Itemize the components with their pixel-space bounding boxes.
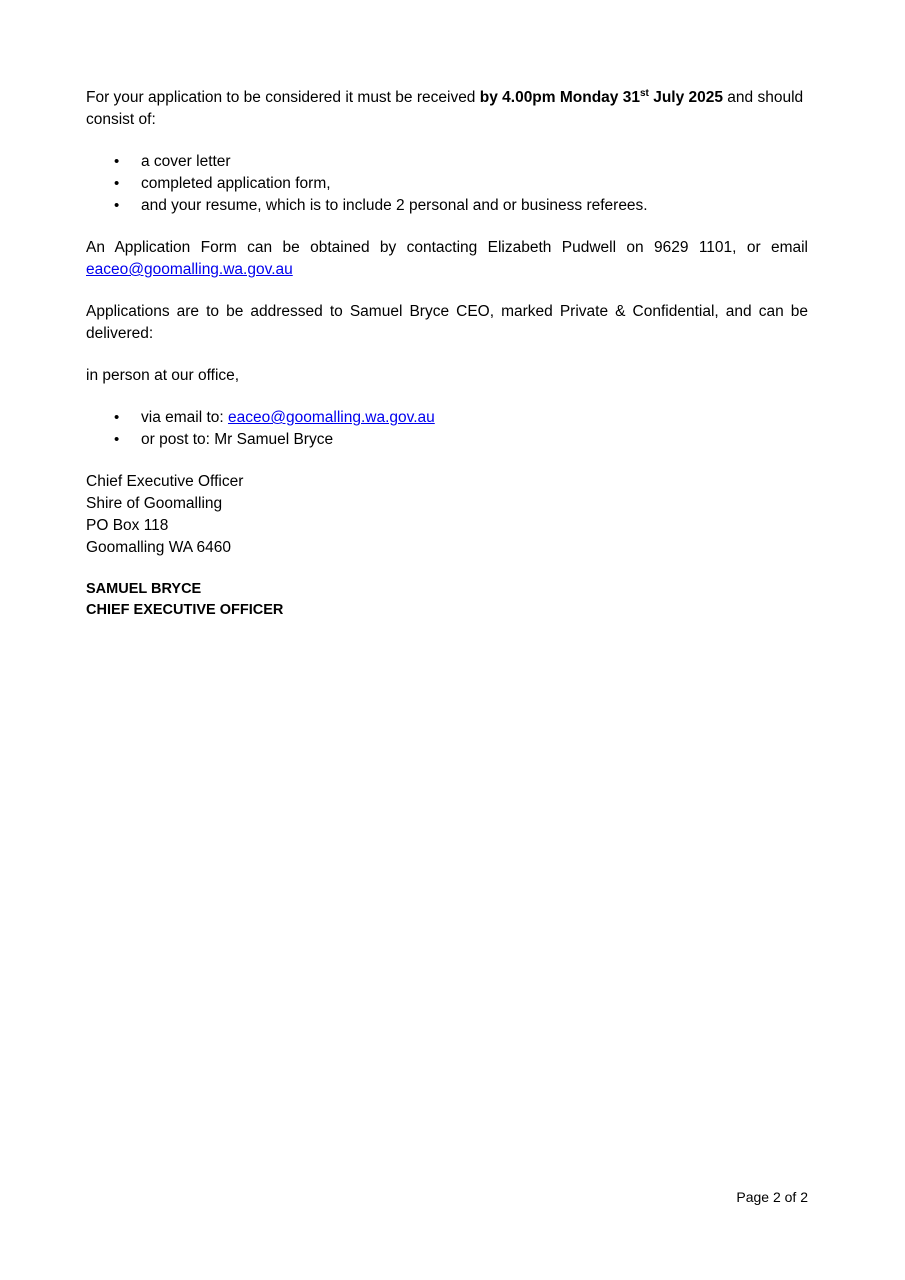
address-line: PO Box 118 xyxy=(86,517,169,534)
delivery-email-link[interactable]: eaceo@goomalling.wa.gov.au xyxy=(228,409,435,426)
list-item xyxy=(86,429,808,451)
address-line: Chief Executive Officer xyxy=(86,473,244,490)
postal-address xyxy=(86,471,808,559)
list-item xyxy=(86,407,808,429)
requirement-text: a cover letter xyxy=(141,153,231,170)
application-form-text: An Application Form can be obtained by contacting Elizabeth Pudwell on 9629 1101, or email xyxy=(86,239,808,256)
deadline xyxy=(480,89,723,106)
deadline-month: July 2025 xyxy=(648,89,723,106)
application-form-paragraph xyxy=(86,237,808,281)
delivery-list xyxy=(86,407,808,451)
intro-text: For your application to be considered it must be received xyxy=(86,89,480,106)
list-item xyxy=(86,173,808,195)
requirements-list xyxy=(86,151,808,217)
intro-text-end: and should consist of: xyxy=(86,89,804,128)
delivery-email-label: via email to: xyxy=(141,409,229,426)
deadline-date: by 4.00pm Monday 31 xyxy=(479,89,640,106)
in-person-text: in person at our office, xyxy=(86,367,240,384)
delivery-post-text: or post to: Mr Samuel Bryce xyxy=(141,431,334,448)
address-line: Goomalling WA 6460 xyxy=(86,539,232,556)
document-body xyxy=(86,87,808,621)
deadline-ordinal: st xyxy=(639,87,649,99)
bullet-icon: • xyxy=(114,175,120,192)
requirement-text: and your resume, which is to include 2 personal and or business referees. xyxy=(141,197,648,214)
intro-paragraph xyxy=(86,87,808,131)
requirement-text: completed application form, xyxy=(141,175,331,192)
contact-email-link[interactable]: eaceo@goomalling.wa.gov.au xyxy=(86,261,293,278)
address-line: Shire of Goomalling xyxy=(86,495,223,512)
list-item xyxy=(86,195,808,217)
signature-block xyxy=(86,579,808,621)
page-number: Page 2 of 2 xyxy=(736,1189,808,1205)
signature-title: CHIEF EXECUTIVE OFFICER xyxy=(86,602,284,618)
bullet-icon: • xyxy=(114,431,120,448)
bullet-icon: • xyxy=(114,153,120,170)
list-item xyxy=(86,151,808,173)
bullet-icon: • xyxy=(114,409,120,426)
bullet-icon: • xyxy=(114,197,120,214)
signature-name: SAMUEL BRYCE xyxy=(86,581,202,597)
addressed-paragraph: Applications are to be addressed to Samuel Bryce CEO, marked Private & Confidential, and can be delivered: xyxy=(86,303,808,342)
